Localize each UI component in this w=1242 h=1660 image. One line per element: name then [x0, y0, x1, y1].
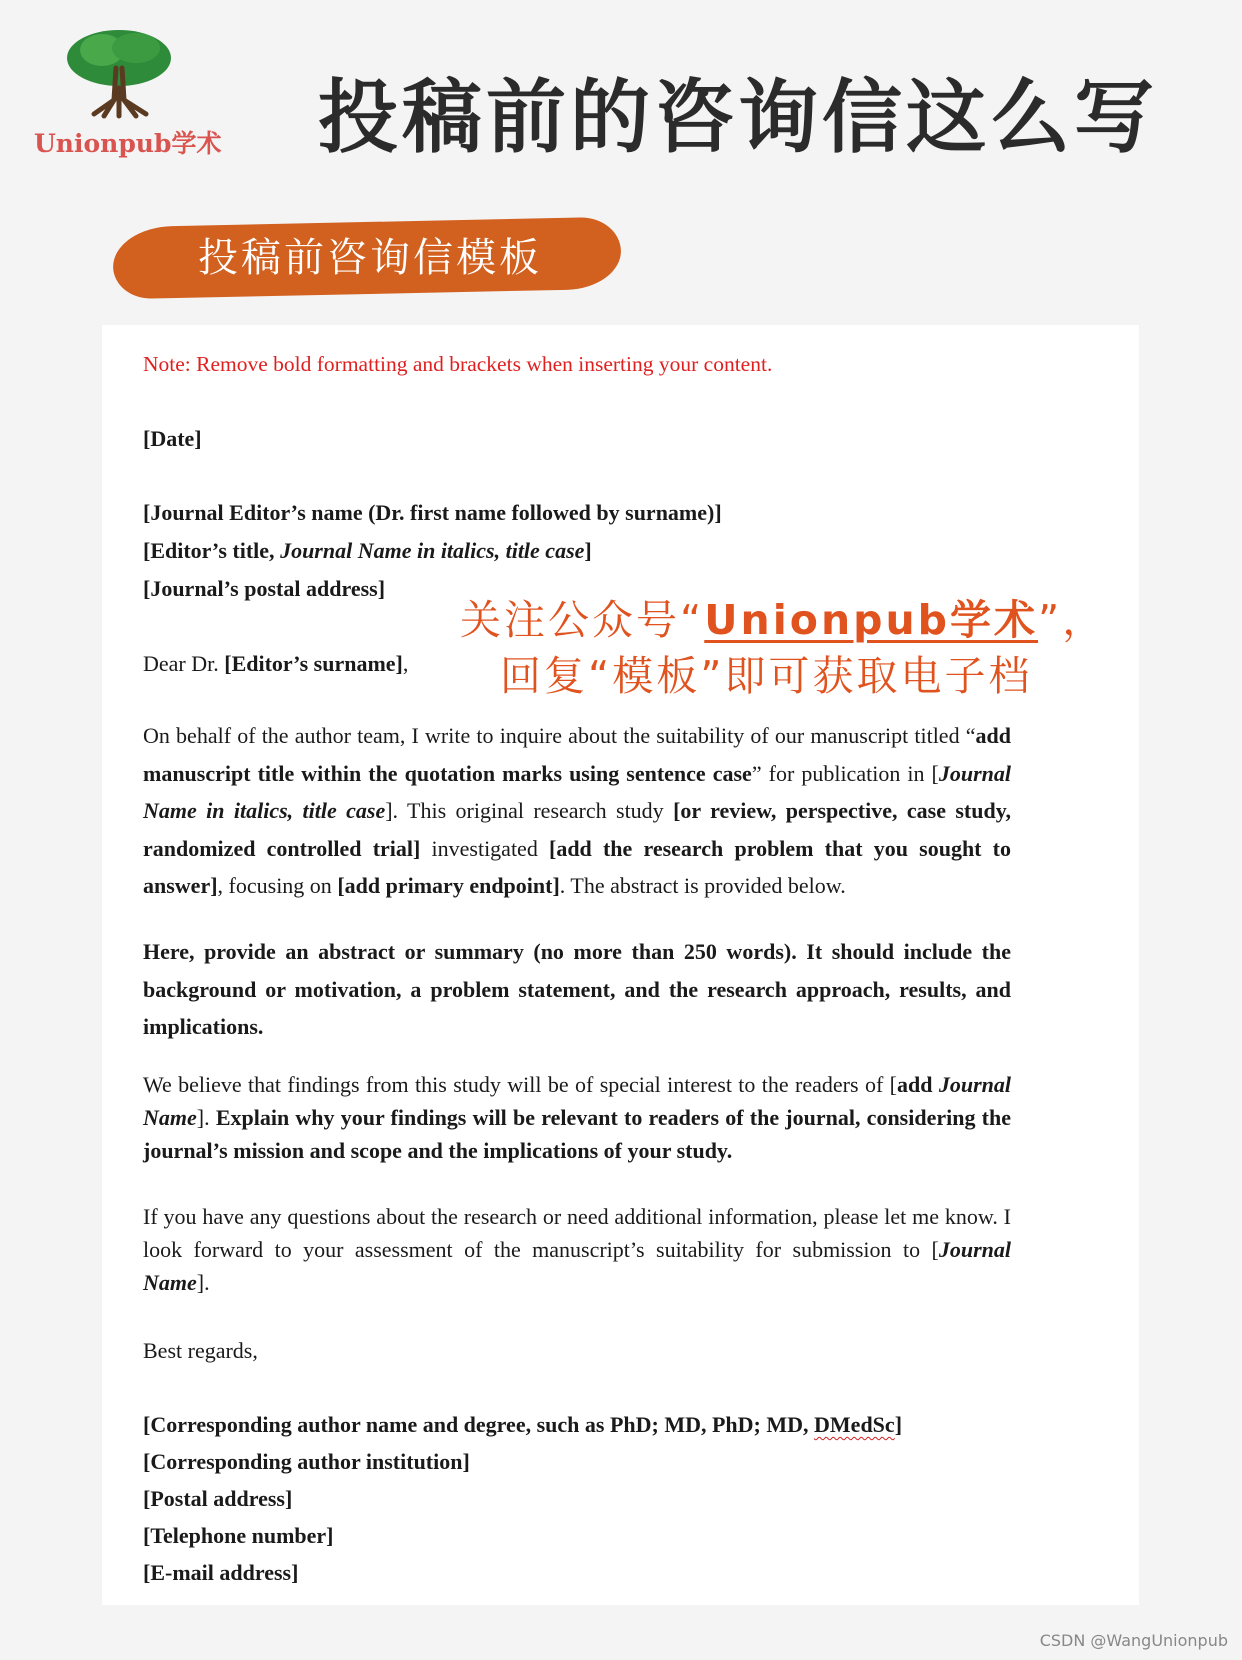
- p1-text: On behalf of the author team, I write to inquire about the suitability of our manuscript titled “: [143, 723, 976, 748]
- p1-manuscript-title: add manuscript title within the quotation marks using sentence case: [143, 723, 1011, 786]
- p4-text: ].: [196, 1270, 210, 1295]
- p1-journal-name: Journal Name in italics, title case: [143, 760, 1012, 823]
- signature-postal: [Postal address]: [143, 1486, 293, 1511]
- promo-line1: [460, 596, 1106, 644]
- closing: Best regards,: [143, 1338, 258, 1363]
- p1-text: . The abstract is provided below.: [559, 873, 846, 898]
- signature-name-end: ]: [894, 1412, 903, 1437]
- p3-add: add: [896, 1072, 939, 1097]
- salutation-prefix: Dear Dr.: [143, 651, 225, 676]
- p3-text: ].: [196, 1105, 216, 1130]
- p1-study-type: [or review, perspective, case study, randomized controlled trial]: [143, 798, 1011, 861]
- p1-text: investigated: [420, 835, 549, 861]
- logo: [30, 28, 222, 168]
- signature-email: [E-mail address]: [143, 1560, 299, 1585]
- p1-text: , focusing on: [217, 873, 338, 898]
- tree-icon: [64, 28, 174, 123]
- p1-text: ]. This original research study: [385, 798, 674, 823]
- template-note: Note: Remove bold formatting and brackets when inserting your content.: [143, 352, 773, 376]
- date-field: [Date]: [143, 426, 202, 451]
- p3-text: We believe that findings from this study will be of special interest to the readers of [: [143, 1072, 897, 1097]
- journal-postal-field: [Journal’s postal address]: [143, 576, 386, 601]
- promo-prefix: 关注公众号“: [460, 596, 705, 644]
- banner-label: 投稿前咨询信模板: [198, 235, 542, 281]
- paragraph-abstract: Here, provide an abstract or summary (no more than 250 words). It should include the background or motivation, a problem statement, and the research approach, results, and implications.: [143, 939, 1011, 1039]
- signature-institution: [Corresponding author institution]: [143, 1449, 470, 1474]
- editor-title-field: [143, 532, 1011, 570]
- promo-account-name: Unionpub学术: [704, 596, 1039, 644]
- page-title: 投稿前的咨询信这么写: [318, 71, 1158, 164]
- salutation-name: [Editor’s surname]: [224, 651, 403, 676]
- editor-title-prefix: [Editor’s title,: [143, 538, 281, 563]
- paragraph-relevance: [143, 1068, 1011, 1167]
- brand-name: Unionpub学术: [34, 129, 222, 158]
- signature-name-text: [Corresponding author name and degree, such as PhD; MD, PhD; MD,: [143, 1412, 815, 1437]
- signature-name: [143, 1406, 1011, 1444]
- promo-line2: 回复“模板”即可获取电子档: [500, 652, 1033, 700]
- p4-text: If you have any questions about the research or need additional information, please let me know. I look forward to your assessment of the manuscript’s suitability for submission to [: [143, 1204, 1011, 1262]
- footer-watermark: CSDN @WangUnionpub: [1039, 1631, 1228, 1650]
- salutation-comma: ,: [402, 651, 409, 676]
- promo-overlay: [460, 592, 1107, 704]
- promo-suffix: ”，: [1038, 596, 1107, 644]
- p1-text: ” for publication in [: [751, 760, 939, 786]
- editor-name-field: [Journal Editor’s name (Dr. first name followed by surname)]: [143, 500, 722, 525]
- p3-journal-name: Journal Name: [143, 1072, 1011, 1130]
- paragraph-closing: [143, 1200, 1011, 1299]
- editor-title-italic: Journal Name in italics, title case: [280, 538, 585, 563]
- p4-journal-name: Journal Name: [143, 1237, 1011, 1295]
- p1-research-problem: [add the research problem that you sought to answer]: [143, 835, 1011, 898]
- editor-title-suffix: ]: [584, 538, 592, 563]
- paragraph-inquiry: [143, 717, 1011, 905]
- signature-phone: [Telephone number]: [143, 1523, 334, 1548]
- signature-degree: DMedSc: [814, 1412, 895, 1437]
- p1-endpoint: [add primary endpoint]: [337, 873, 560, 898]
- p3-explain: Explain why your findings will be relevant to readers of the journal, considering the journal’s mission and scope and the implications of your study.: [143, 1105, 1011, 1163]
